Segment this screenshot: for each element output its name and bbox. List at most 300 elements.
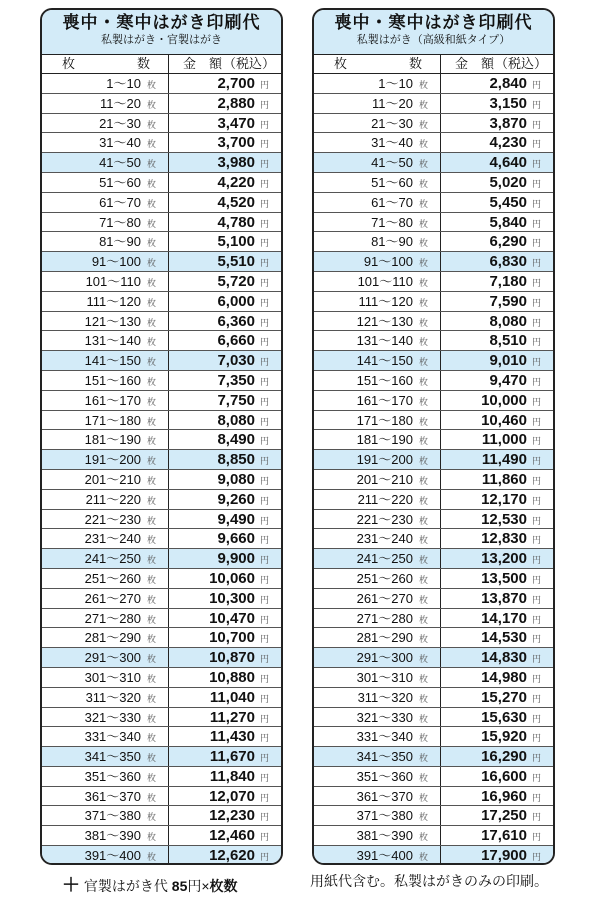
unit-label: 枚	[146, 555, 156, 566]
unit-label: 枚	[418, 535, 428, 546]
col-price-b: （税込）	[494, 56, 547, 71]
qty-range: 141〜150	[356, 353, 413, 369]
qty-range: 331〜340	[356, 729, 413, 745]
qty-range: 21〜30	[371, 115, 413, 131]
yen-label: 円	[531, 277, 541, 288]
table-row	[42, 252, 281, 272]
unit-label: 枚	[418, 812, 428, 823]
qty-range: 321〜330	[84, 709, 141, 725]
table-row	[42, 747, 281, 767]
qty-range: 81〜90	[99, 234, 141, 250]
unit-label: 枚	[146, 337, 156, 348]
unit-label: 枚	[418, 555, 428, 566]
yen-label: 円	[531, 119, 541, 130]
price-value: 5,450	[489, 193, 527, 211]
table-row	[314, 609, 553, 629]
yen-label: 円	[259, 753, 269, 764]
price-value: 12,830	[481, 530, 527, 548]
yen-label: 円	[531, 317, 541, 328]
table-subtitle: 私製はがき・官製はがき	[101, 34, 222, 46]
qty-range: 211〜220	[85, 491, 141, 507]
price-value: 8,080	[489, 312, 527, 330]
qty-range: 271〜280	[356, 610, 413, 626]
yen-label: 円	[259, 297, 269, 308]
qty-range: 111〜120	[86, 293, 141, 309]
table-row	[42, 806, 281, 826]
table-row	[42, 153, 281, 173]
yen-label: 円	[259, 792, 269, 803]
qty-range: 281〜290	[356, 630, 413, 646]
price-value: 15,630	[481, 708, 527, 726]
price-value: 13,500	[481, 569, 527, 587]
qty-range: 221〜230	[84, 511, 141, 527]
price-value: 6,360	[217, 312, 255, 330]
qty-range: 181〜190	[356, 432, 413, 448]
price-value: 9,900	[217, 550, 255, 568]
unit-label: 枚	[418, 119, 428, 130]
col-price-a: 金 額	[183, 56, 223, 71]
unit-label: 枚	[146, 713, 156, 724]
unit-label: 枚	[146, 357, 156, 368]
price-value: 16,600	[481, 767, 527, 785]
unit-label: 枚	[418, 436, 428, 447]
qty-range: 91〜100	[91, 254, 141, 270]
table-row	[42, 609, 281, 629]
table-row	[314, 826, 553, 846]
qty-range: 121〜130	[356, 313, 413, 329]
table-row	[314, 173, 553, 193]
yen-label: 円	[531, 594, 541, 605]
unit-label: 枚	[146, 297, 156, 308]
table-row	[314, 153, 553, 173]
qty-range: 261〜270	[356, 590, 413, 606]
table-row	[42, 94, 281, 114]
qty-range: 391〜400	[356, 848, 413, 864]
price-value: 3,870	[489, 114, 527, 132]
yen-label: 円	[259, 673, 269, 684]
qty-range: 271〜280	[84, 610, 141, 626]
table-row	[42, 450, 281, 470]
yen-label: 円	[259, 772, 269, 783]
col-price-b: （税込）	[222, 56, 275, 71]
table-row	[314, 213, 553, 233]
table-row	[314, 727, 553, 747]
qty-range: 181〜190	[84, 432, 141, 448]
unit-label: 枚	[146, 792, 156, 803]
qty-range: 71〜80	[99, 214, 141, 230]
table-row	[314, 430, 553, 450]
yen-label: 円	[531, 733, 541, 744]
unit-label: 枚	[418, 515, 428, 526]
unit-label: 枚	[146, 416, 156, 427]
unit-label: 枚	[418, 139, 428, 150]
qty-range: 371〜380	[356, 808, 413, 824]
qty-range: 11〜20	[100, 95, 141, 111]
qty-range: 331〜340	[84, 729, 141, 745]
qty-range: 81〜90	[371, 234, 413, 250]
price-value: 8,850	[217, 451, 255, 469]
unit-label: 枚	[146, 535, 156, 546]
yen-label: 円	[531, 654, 541, 665]
unit-label: 枚	[146, 475, 156, 486]
table-row	[314, 292, 553, 312]
qty-range: 211〜220	[357, 491, 413, 507]
table-row	[314, 767, 553, 787]
unit-label: 枚	[146, 436, 156, 447]
table-row	[314, 114, 553, 134]
qty-range: 201〜210	[84, 471, 141, 487]
price-table-standard	[40, 8, 283, 865]
unit-label: 枚	[418, 297, 428, 308]
price-value: 10,000	[481, 391, 527, 409]
price-value: 9,010	[489, 352, 527, 370]
unit-label: 枚	[146, 218, 156, 229]
unit-label: 枚	[418, 357, 428, 368]
column-headers	[314, 55, 553, 74]
unit-label: 枚	[418, 317, 428, 328]
unit-label: 枚	[146, 614, 156, 625]
price-value: 9,660	[217, 530, 255, 548]
price-value: 4,640	[489, 154, 527, 172]
qty-range: 351〜360	[84, 768, 141, 784]
unit-label: 枚	[418, 852, 428, 863]
unit-label: 枚	[146, 753, 156, 764]
footer-note-left: ＋ 官製はがき代 85円×枚数	[62, 875, 238, 895]
price-value: 12,530	[481, 510, 527, 528]
yen-label: 円	[259, 634, 269, 645]
unit-label: 枚	[418, 634, 428, 645]
table-row	[42, 292, 281, 312]
table-row	[42, 510, 281, 530]
price-value: 6,660	[217, 332, 255, 350]
price-value: 3,150	[489, 94, 527, 112]
unit-label: 枚	[146, 139, 156, 150]
price-value: 11,040	[209, 688, 255, 706]
unit-label: 枚	[146, 733, 156, 744]
unit-label: 枚	[418, 832, 428, 843]
table-row	[42, 708, 281, 728]
price-value: 9,260	[217, 490, 255, 508]
col-qty-b: 数	[408, 56, 422, 71]
qty-range: 61〜70	[371, 194, 413, 210]
unit-label: 枚	[418, 218, 428, 229]
table-row	[314, 411, 553, 431]
table-row	[42, 193, 281, 213]
table-row	[42, 529, 281, 549]
unit-label: 枚	[418, 337, 428, 348]
price-value: 8,080	[217, 411, 255, 429]
yen-label: 円	[259, 555, 269, 566]
table-subtitle: 私製はがき（高級和紙タイプ）	[356, 34, 511, 46]
table-row	[314, 708, 553, 728]
unit-label: 枚	[146, 634, 156, 645]
price-table-washi	[312, 8, 555, 865]
yen-label: 円	[259, 337, 269, 348]
unit-label: 枚	[146, 277, 156, 288]
yen-label: 円	[259, 317, 269, 328]
qty-range: 231〜240	[84, 531, 141, 547]
table-row	[42, 490, 281, 510]
qty-range: 121〜130	[84, 313, 141, 329]
price-value: 2,840	[489, 75, 527, 92]
plus-icon: ＋	[62, 875, 80, 895]
yen-label: 円	[259, 218, 269, 229]
yen-label: 円	[531, 159, 541, 170]
price-value: 12,230	[209, 807, 255, 825]
price-value: 11,430	[209, 728, 255, 746]
price-value: 5,840	[489, 213, 527, 231]
unit-label: 枚	[146, 673, 156, 684]
table-row	[314, 391, 553, 411]
table-row	[42, 826, 281, 846]
yen-label: 円	[531, 456, 541, 467]
table-row	[42, 430, 281, 450]
price-value: 3,980	[217, 154, 255, 172]
table-row	[42, 74, 281, 94]
yen-label: 円	[531, 258, 541, 269]
qty-range: 171〜180	[356, 412, 413, 428]
unit-label: 枚	[146, 80, 156, 90]
qty-range: 131〜140	[84, 333, 141, 349]
table-row	[42, 272, 281, 292]
price-value: 4,220	[217, 173, 255, 191]
yen-label: 円	[259, 258, 269, 269]
price-value: 10,700	[209, 629, 255, 647]
price-value: 6,000	[217, 292, 255, 310]
price-value: 7,590	[489, 292, 527, 310]
qty-range: 141〜150	[84, 353, 141, 369]
price-value: 9,470	[489, 371, 527, 389]
col-qty-a: 枚	[334, 56, 348, 71]
price-value: 15,920	[481, 728, 527, 746]
yen-label: 円	[531, 852, 541, 863]
qty-range: 1〜10	[378, 76, 413, 91]
yen-label: 円	[531, 139, 541, 150]
qty-range: 41〜50	[99, 155, 141, 171]
price-value: 9,490	[217, 510, 255, 528]
yen-label: 円	[259, 99, 269, 110]
price-value: 16,960	[481, 787, 527, 805]
unit-label: 枚	[418, 396, 428, 407]
table-row	[314, 589, 553, 609]
price-value: 6,290	[489, 233, 527, 251]
price-value: 5,100	[217, 233, 255, 251]
price-value: 16,290	[481, 748, 527, 766]
col-price-a: 金 額	[455, 56, 495, 71]
qty-range: 221〜230	[356, 511, 413, 527]
table-row	[314, 252, 553, 272]
yen-label: 円	[259, 159, 269, 170]
unit-label: 枚	[418, 753, 428, 764]
price-value: 6,830	[489, 253, 527, 271]
price-value: 2,700	[217, 75, 255, 92]
table-row	[42, 411, 281, 431]
price-value: 4,780	[217, 213, 255, 231]
qty-range: 191〜200	[356, 452, 413, 468]
yen-label: 円	[259, 80, 269, 90]
table-row	[42, 133, 281, 153]
table-row	[314, 450, 553, 470]
unit-label: 枚	[146, 99, 156, 110]
price-value: 3,470	[217, 114, 255, 132]
unit-label: 枚	[146, 396, 156, 407]
unit-label: 枚	[418, 475, 428, 486]
table-row	[314, 351, 553, 371]
unit-label: 枚	[146, 574, 156, 585]
table-title: 喪中・寒中はがき印刷代	[334, 13, 533, 32]
yen-label: 円	[531, 634, 541, 645]
price-value: 11,000	[481, 431, 527, 449]
qty-range: 341〜350	[356, 749, 413, 765]
qty-range: 361〜370	[84, 788, 141, 804]
footer-note-right: 用紙代含む。私製はがきのみの印刷。	[310, 873, 548, 889]
price-value: 17,610	[481, 827, 527, 845]
unit-label: 枚	[146, 832, 156, 843]
yen-label: 円	[531, 495, 541, 506]
table-row	[42, 648, 281, 668]
yen-label: 円	[531, 357, 541, 368]
yen-label: 円	[259, 436, 269, 447]
table-row	[42, 628, 281, 648]
price-value: 15,270	[481, 688, 527, 706]
table-row	[314, 628, 553, 648]
table-row	[314, 133, 553, 153]
unit-label: 枚	[418, 614, 428, 625]
unit-label: 枚	[146, 456, 156, 467]
yen-label: 円	[259, 357, 269, 368]
price-value: 10,460	[481, 411, 527, 429]
qty-range: 61〜70	[99, 194, 141, 210]
table-row	[314, 688, 553, 708]
qty-range: 171〜180	[84, 412, 141, 428]
price-value: 7,180	[489, 272, 527, 290]
yen-label: 円	[259, 713, 269, 724]
table-row	[314, 490, 553, 510]
qty-range: 241〜250	[84, 551, 141, 567]
unit-label: 枚	[418, 238, 428, 249]
unit-label: 枚	[418, 713, 428, 724]
yen-label: 円	[531, 475, 541, 486]
unit-label: 枚	[146, 317, 156, 328]
yen-label: 円	[259, 495, 269, 506]
yen-label: 円	[259, 614, 269, 625]
price-value: 12,170	[481, 490, 527, 508]
unit-label: 枚	[418, 733, 428, 744]
yen-label: 円	[531, 693, 541, 704]
qty-range: 31〜40	[99, 135, 141, 151]
unit-label: 枚	[146, 772, 156, 783]
table-row	[314, 569, 553, 589]
qty-range: 281〜290	[84, 630, 141, 646]
yen-label: 円	[259, 456, 269, 467]
table-row	[314, 470, 553, 490]
price-value: 8,510	[489, 332, 527, 350]
price-value: 10,880	[209, 668, 255, 686]
unit-label: 枚	[146, 178, 156, 189]
yen-label: 円	[259, 852, 269, 863]
table-row	[314, 529, 553, 549]
table-row	[314, 806, 553, 826]
qty-range: 311〜320	[85, 689, 141, 705]
yen-label: 円	[259, 376, 269, 387]
unit-label: 枚	[418, 277, 428, 288]
unit-label: 枚	[418, 673, 428, 684]
price-value: 11,860	[481, 470, 527, 488]
qty-range: 51〜60	[99, 174, 141, 190]
table-row	[314, 232, 553, 252]
table-row	[42, 391, 281, 411]
qty-range: 161〜170	[84, 392, 141, 408]
qty-range: 101〜110	[85, 273, 141, 289]
table-row	[314, 668, 553, 688]
price-value: 7,750	[217, 391, 255, 409]
unit-label: 枚	[418, 198, 428, 209]
unit-label: 枚	[418, 159, 428, 170]
price-value: 4,230	[489, 134, 527, 152]
qty-range: 151〜160	[356, 372, 413, 388]
unit-label: 枚	[146, 654, 156, 665]
yen-label: 円	[531, 555, 541, 566]
table-row	[42, 549, 281, 569]
yen-label: 円	[259, 238, 269, 249]
unit-label: 枚	[418, 792, 428, 803]
price-value: 4,520	[217, 193, 255, 211]
yen-label: 円	[259, 277, 269, 288]
unit-label: 枚	[418, 258, 428, 269]
table-row	[42, 312, 281, 332]
price-value: 13,870	[481, 589, 527, 607]
price-value: 8,490	[217, 431, 255, 449]
yen-label: 円	[531, 376, 541, 387]
table-row	[42, 727, 281, 747]
table-row	[314, 648, 553, 668]
qty-range: 111〜120	[358, 293, 413, 309]
unit-label: 枚	[418, 99, 428, 110]
yen-label: 円	[531, 713, 541, 724]
table-title: 喪中・寒中はがき印刷代	[62, 13, 261, 32]
table-row	[42, 688, 281, 708]
qty-range: 301〜310	[356, 669, 413, 685]
yen-label: 円	[259, 832, 269, 843]
unit-label: 枚	[146, 515, 156, 526]
price-value: 17,900	[481, 847, 527, 865]
unit-label: 枚	[418, 376, 428, 387]
unit-label: 枚	[146, 852, 156, 863]
yen-label: 円	[259, 654, 269, 665]
price-value: 12,070	[209, 787, 255, 805]
table-row	[42, 351, 281, 371]
qty-range: 321〜330	[356, 709, 413, 725]
unit-label: 枚	[418, 416, 428, 427]
table-row	[42, 173, 281, 193]
yen-label: 円	[531, 297, 541, 308]
price-value: 5,720	[217, 272, 255, 290]
table-row	[42, 114, 281, 134]
yen-label: 円	[259, 515, 269, 526]
table-row	[314, 510, 553, 530]
table-row	[314, 331, 553, 351]
price-value: 11,490	[481, 451, 527, 469]
yen-label: 円	[531, 337, 541, 348]
col-qty-a: 枚	[62, 56, 76, 71]
table-header	[314, 10, 553, 55]
yen-label: 円	[259, 178, 269, 189]
table-row	[314, 549, 553, 569]
price-value: 3,700	[217, 134, 255, 152]
qty-range: 1〜10	[106, 76, 141, 91]
price-value: 11,670	[209, 748, 255, 766]
qty-range: 241〜250	[356, 551, 413, 567]
